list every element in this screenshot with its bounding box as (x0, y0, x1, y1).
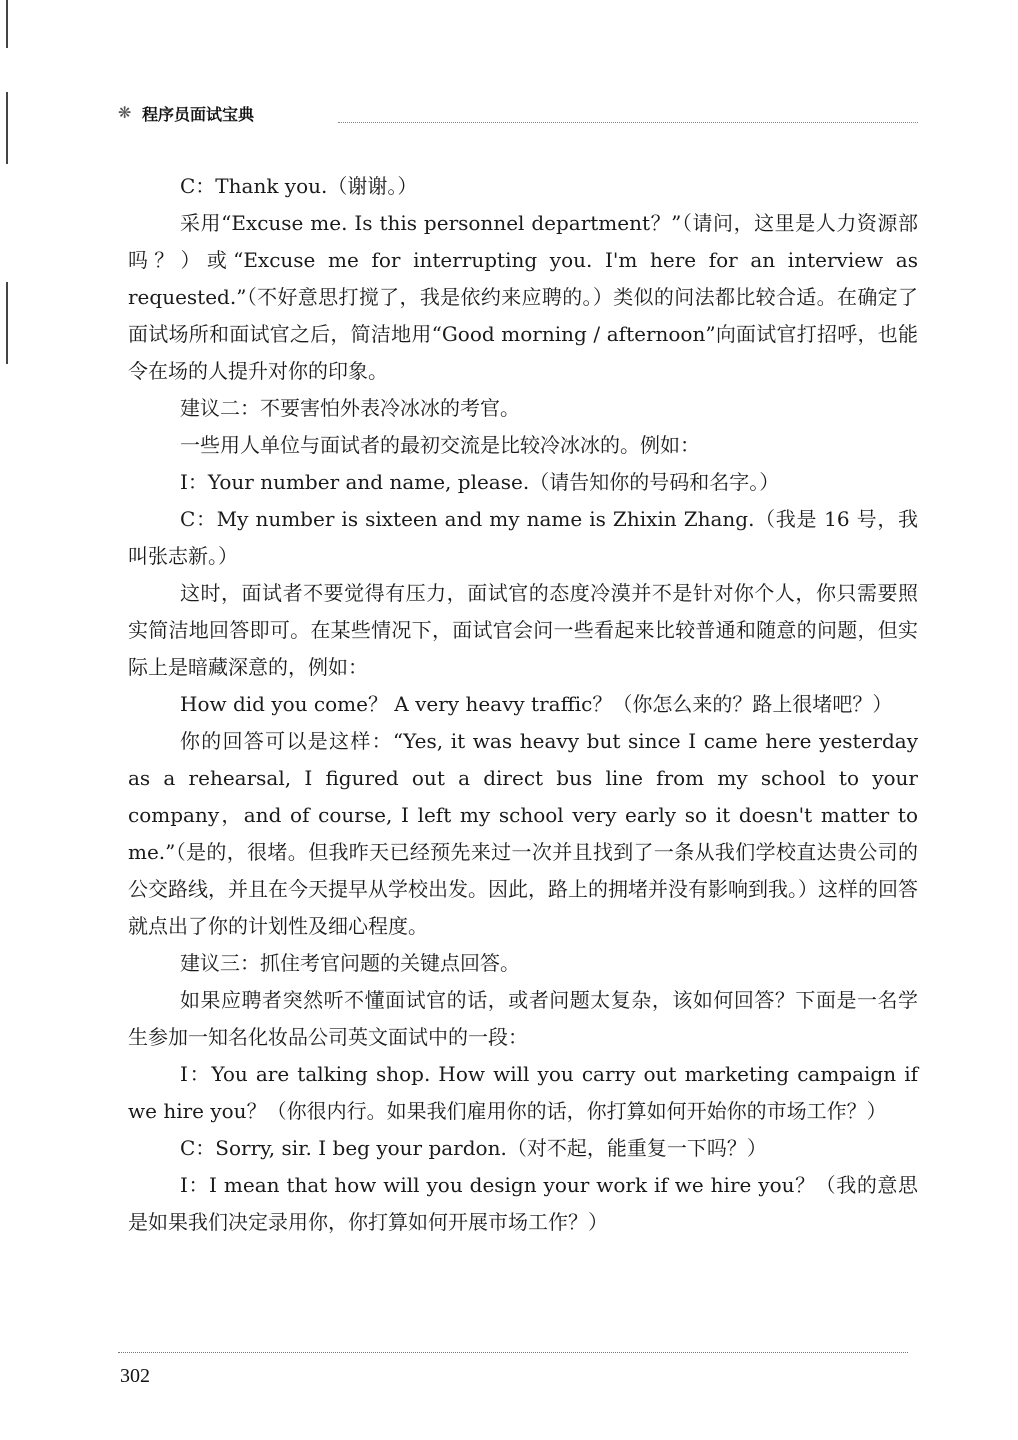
body-paragraph: 采用“Excuse me. Is this personnel department？”（请问，这里是人力资源部吗？）或“Excuse me for interrupting you. I'm here for an interview as requested.”（不好意思打搅了，我是依约来应聘的。）类似的问法都比较合适。在确定了面试场所和面试官之后，简洁地用“Good morning / afternoon”向面试官打招呼，也能令在场的人提升对你的印象。 (128, 211, 918, 383)
page-body (128, 168, 918, 1241)
book-emblem-icon: ❋ (118, 103, 132, 122)
dialogue-line: C：My number is sixteen and my name is Zhixin Zhang.（我是 16 号，我叫张志新。） (128, 507, 918, 568)
dialogue-line: C：Thank you.（谢谢。） (180, 174, 418, 198)
dialogue-line: I：I mean that how will you design your work if we hire you？（我的意思是如果我们决定录用你，你打算如何开展市场工作？） (128, 1173, 918, 1234)
dialogue-line: I：You are talking shop. How will you carry out marketing campaign if we hire you？（你很内行。如果我们雇用你的话，你打算如何开始你的市场工作？） (128, 1062, 918, 1123)
dialogue-line: C：Sorry, sir. I beg your pardon.（对不起，能重复一下吗？） (180, 1136, 767, 1160)
header-divider (338, 122, 918, 123)
body-paragraph: 这时，面试者不要觉得有压力，面试官的态度冷漠并不是针对你个人，你只需要照实简洁地回答即可。在某些情况下，面试官会问一些看起来比较普通和随意的问题，但实际上是暗藏深意的，例如： (128, 581, 918, 679)
dialogue-line: How did you come？ A very heavy traffic？（你怎么来的？路上很堵吧？） (180, 692, 893, 716)
section-heading: 建议二：不要害怕外表冷冰冰的考官。 (180, 396, 520, 420)
body-paragraph: 一些用人单位与面试者的最初交流是比较冷冰冰的。例如： (180, 433, 700, 457)
dialogue-line: I：Your number and name, please.（请告知你的号码和名字。） (180, 470, 780, 494)
page-header (118, 100, 918, 128)
scan-edge-line (6, 282, 8, 364)
scan-edge-line (6, 0, 8, 48)
body-paragraph: 你的回答可以是这样：“Yes, it was heavy but since I came here yesterday as a rehearsal, I figured out a direct bus line from my school to your company，and of course, I left my school very early so it doesn't matter to me.”（是的，很堵。但我昨天已经预先来过一次并且找到了一条从我们学校直达贵公司的公交路线，并且在今天提早从学校出发。因此，路上的拥堵并没有影响到我。）这样的回答就点出了你的计划性及细心程度。 (128, 729, 918, 938)
footer-divider (118, 1352, 908, 1353)
running-title: 程序员面试宝典 (142, 105, 255, 124)
scan-edge-line (6, 92, 8, 164)
body-paragraph: 如果应聘者突然听不懂面试官的话，或者问题太复杂，该如何回答？下面是一名学生参加一知名化妆品公司英文面试中的一段： (128, 988, 918, 1049)
section-heading: 建议三：抓住考官问题的关键点回答。 (180, 951, 520, 975)
page-number: 302 (120, 1365, 150, 1387)
